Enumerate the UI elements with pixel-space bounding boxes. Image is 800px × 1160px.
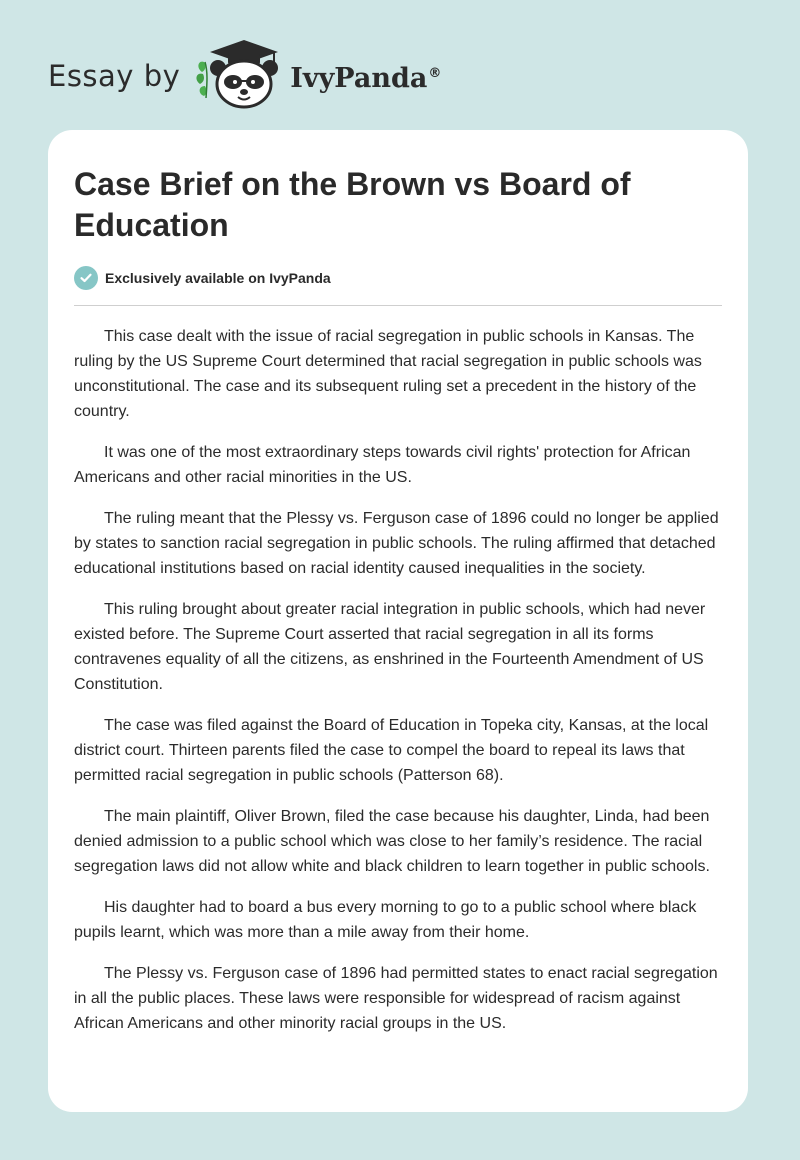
paragraph-7: His daughter had to board a bus every morning to go to a public school where black pupils learnt, which was more than a mile away from their home.	[74, 899, 697, 941]
essay-card	[48, 130, 748, 1112]
brand-name-text: IvyPanda	[290, 62, 428, 94]
title-divider	[74, 305, 722, 306]
paragraph-4: This ruling brought about greater racial integration in public schools, which had never existed before. The Supreme Court asserted that racial segregation in all its forms contravenes equality of all the citizens, as enshrined in the Fourteenth Amendment of US Constitution.	[74, 601, 706, 693]
paragraph-6: The main plaintiff, Oliver Brown, filed the case because his daughter, Linda, had been denied admission to a public school which was close to her family’s residence. The racial segregation laws did not allow white and black children to learn together in public schools.	[74, 808, 710, 875]
paragraph-8: The Plessy vs. Ferguson case of 1896 had permitted states to enact racial segregation in all the public places. These laws were responsible for widespread of racism against African Americans and other minority racial groups in the US.	[74, 965, 718, 1032]
paragraph-2: It was one of the most extraordinary steps towards civil rights' protection for African Americans and other racial minorities in the US.	[74, 444, 691, 486]
brand-name	[290, 63, 441, 94]
check-circle-icon	[74, 266, 98, 290]
paragraph-3: The ruling meant that the Plessy vs. Ferguson case of 1896 could no longer be applied by states to sanction racial segregation in public schools. The ruling affirmed that detached educational institutions based on racial identity caused inequalities in the society.	[74, 510, 719, 577]
registered-mark: ®	[428, 65, 442, 81]
essay-by-label: Essay by	[48, 59, 181, 93]
exclusive-badge	[74, 265, 722, 291]
exclusive-label: Exclusively available on IvyPanda	[105, 270, 331, 286]
essay-title: Case Brief on the Brown vs Board of Education	[74, 166, 631, 243]
panda-logo-icon	[194, 38, 284, 110]
brand-header[interactable]	[48, 34, 441, 114]
paragraph-1: This case dealt with the issue of racial segregation in public schools in Kansas. The ruling by the US Supreme Court determined that racial segregation in public schools was unconstitutional. The case and its subsequent ruling set a precedent in the history of the country.	[74, 328, 702, 420]
essay-body	[74, 324, 722, 1036]
paragraph-5: The case was filed against the Board of Education in Topeka city, Kansas, at the local district court. Thirteen parents filed the case to compel the board to repeal its laws that permitted racial segregation in public schools (Patterson 68).	[74, 717, 709, 784]
